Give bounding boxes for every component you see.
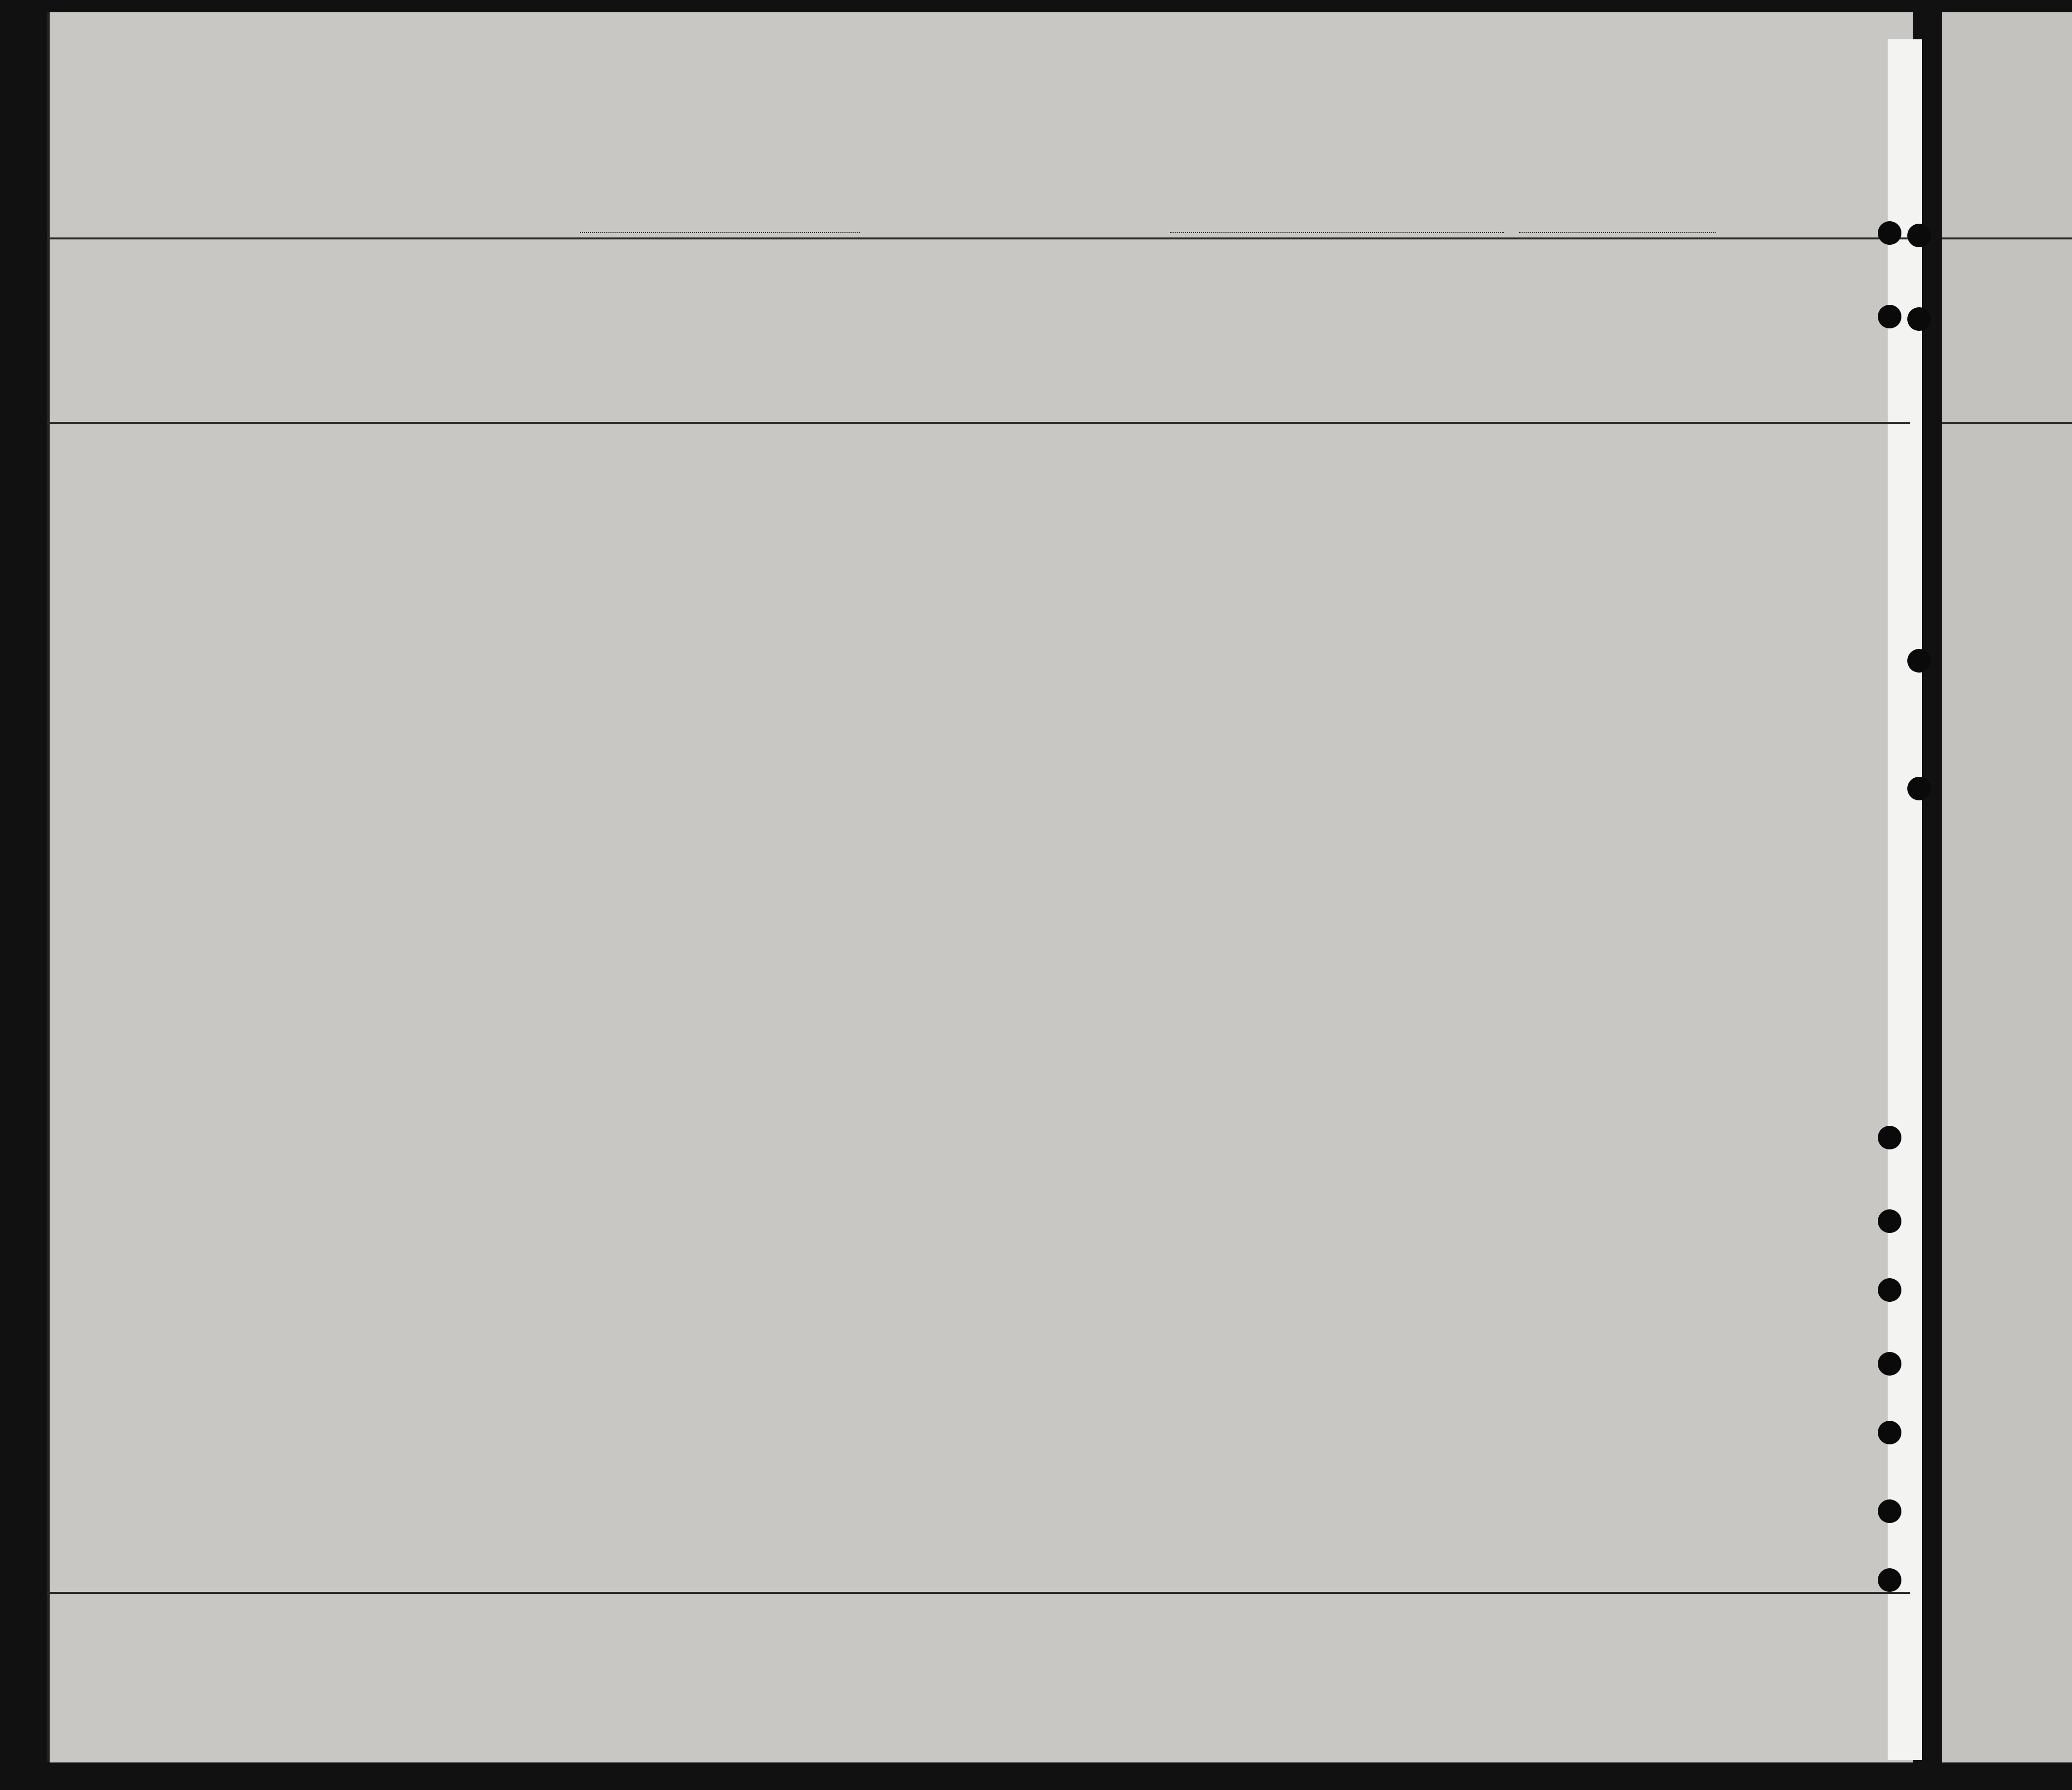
punch-hole	[1878, 1352, 1901, 1376]
punch-hole	[1878, 1209, 1901, 1233]
punch-hole	[1878, 1568, 1901, 1592]
punch-hole	[1878, 1278, 1901, 1302]
punch-hole	[1878, 305, 1901, 328]
punch-hole	[1907, 224, 1931, 247]
punch-hole	[1878, 1126, 1901, 1149]
punch-hole	[1907, 777, 1931, 800]
punch-hole	[1878, 221, 1901, 245]
punch-hole	[1907, 307, 1931, 331]
punch-hole	[1878, 1421, 1901, 1444]
punch-hole	[1878, 1499, 1901, 1523]
punch-hole	[1907, 649, 1931, 673]
